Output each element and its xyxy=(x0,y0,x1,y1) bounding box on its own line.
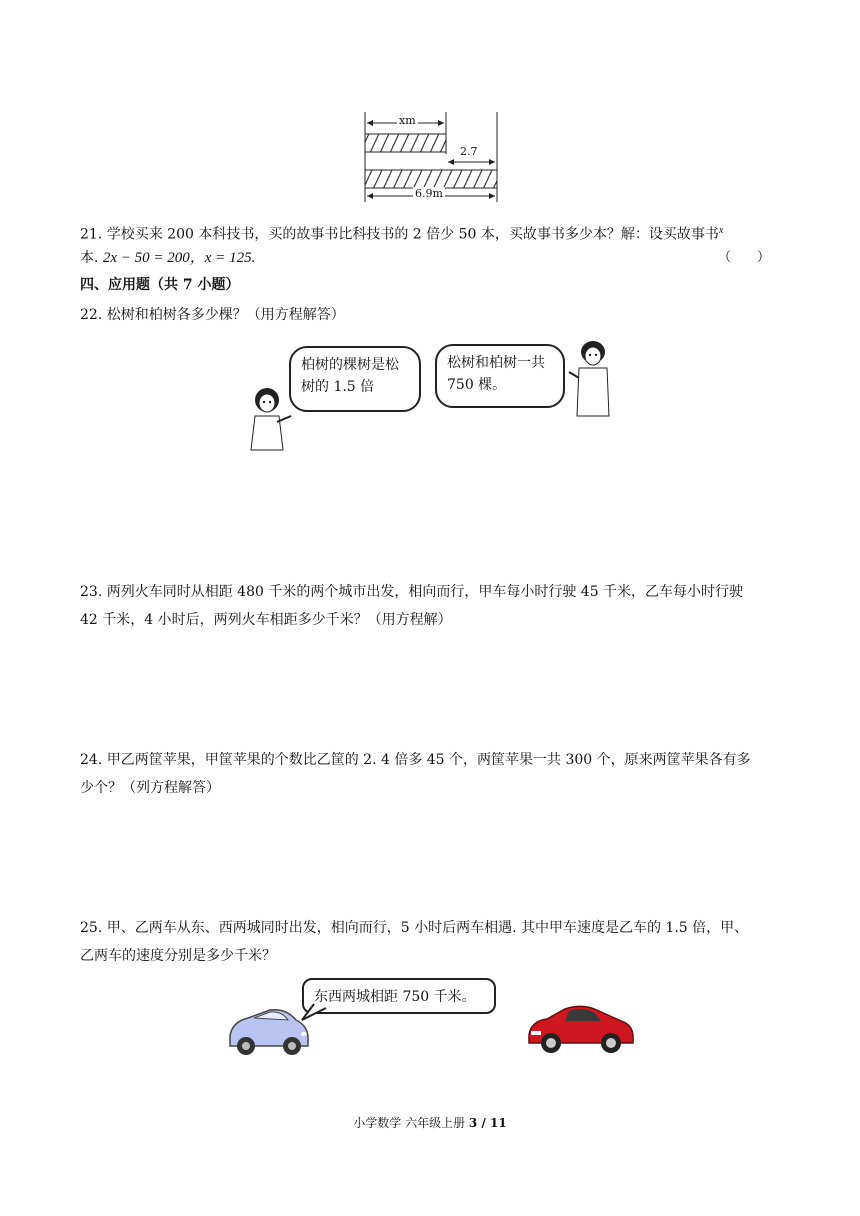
page-footer xyxy=(0,1114,860,1131)
q21-text: 21. 学校买来 200 本科技书，买的故事书比科技书的 2 倍少 50 本，买故事书多少本？解：设买故事书 xyxy=(80,226,719,243)
q22-bubble-right xyxy=(435,344,565,408)
section-heading: 四、应用题（共 7 小题） xyxy=(80,277,240,293)
girl-icon xyxy=(247,386,293,452)
q22-text: 22. 松树和柏树各多少棵？（用方程解答） xyxy=(80,307,345,323)
q21-equation: 2x − 50 = 200，x = 125. xyxy=(102,250,256,266)
q22-bubble-left xyxy=(289,346,421,412)
q21-line2-prefix: 本. xyxy=(80,250,99,266)
boy-icon xyxy=(567,338,615,418)
q25-line1: 25. 甲、乙两车从东、西两城同时出发，相向而行，5 小时后两车相遇. 其中甲车速度是乙车的 1.5 倍，甲、 xyxy=(80,920,749,936)
q25-bubble-text: 东西两城相距 750 千米。 xyxy=(314,989,476,1005)
q21-var-x: x xyxy=(718,225,724,236)
q25-line2: 乙两车的速度分别是多少千米？ xyxy=(80,948,276,964)
q22-bubble-left-line2: 树的 1.5 倍 xyxy=(301,379,375,395)
diagram-bottom-label: 6.9m xyxy=(415,187,443,200)
car-left-icon xyxy=(224,998,312,1060)
q22-illustration xyxy=(245,338,615,454)
q23-line2: 42 千米，4 小时后，两列火车相距多少千米？（用方程解） xyxy=(80,612,452,628)
q23-line1: 23. 两列火车同时从相距 480 千米的两个城市出发，相向而行，甲车每小时行驶 45 千米，乙车每小时行驶 xyxy=(80,584,744,600)
page-number: 3 / 11 xyxy=(468,1116,507,1130)
diagram-mid-label: 2.7 xyxy=(460,145,478,158)
diagram-top-label: xm xyxy=(399,114,416,127)
footer-prefix: 小学数学 六年级上册 xyxy=(353,1116,469,1130)
q21-line2 xyxy=(80,248,255,268)
q21-answer-bracket[interactable]: （ ） xyxy=(718,250,771,265)
q24-line1: 24. 甲乙两筐苹果，甲筐苹果的个数比乙筐的 2. 4 倍多 45 个，两筐苹果一共 300 个，原来两筐苹果各有多 xyxy=(80,752,751,768)
q25-bubble xyxy=(302,978,496,1014)
q22-bubble-right-line1: 松树和柏树一共 xyxy=(447,355,545,371)
q21-line1 xyxy=(80,221,723,245)
q22-bubble-left-line1: 柏树的棵树是松 xyxy=(301,357,399,373)
car-right-icon xyxy=(525,995,637,1059)
q22-bubble-right-line2: 750 棵。 xyxy=(447,377,507,393)
q24-line2: 少个？（列方程解答） xyxy=(80,780,220,796)
